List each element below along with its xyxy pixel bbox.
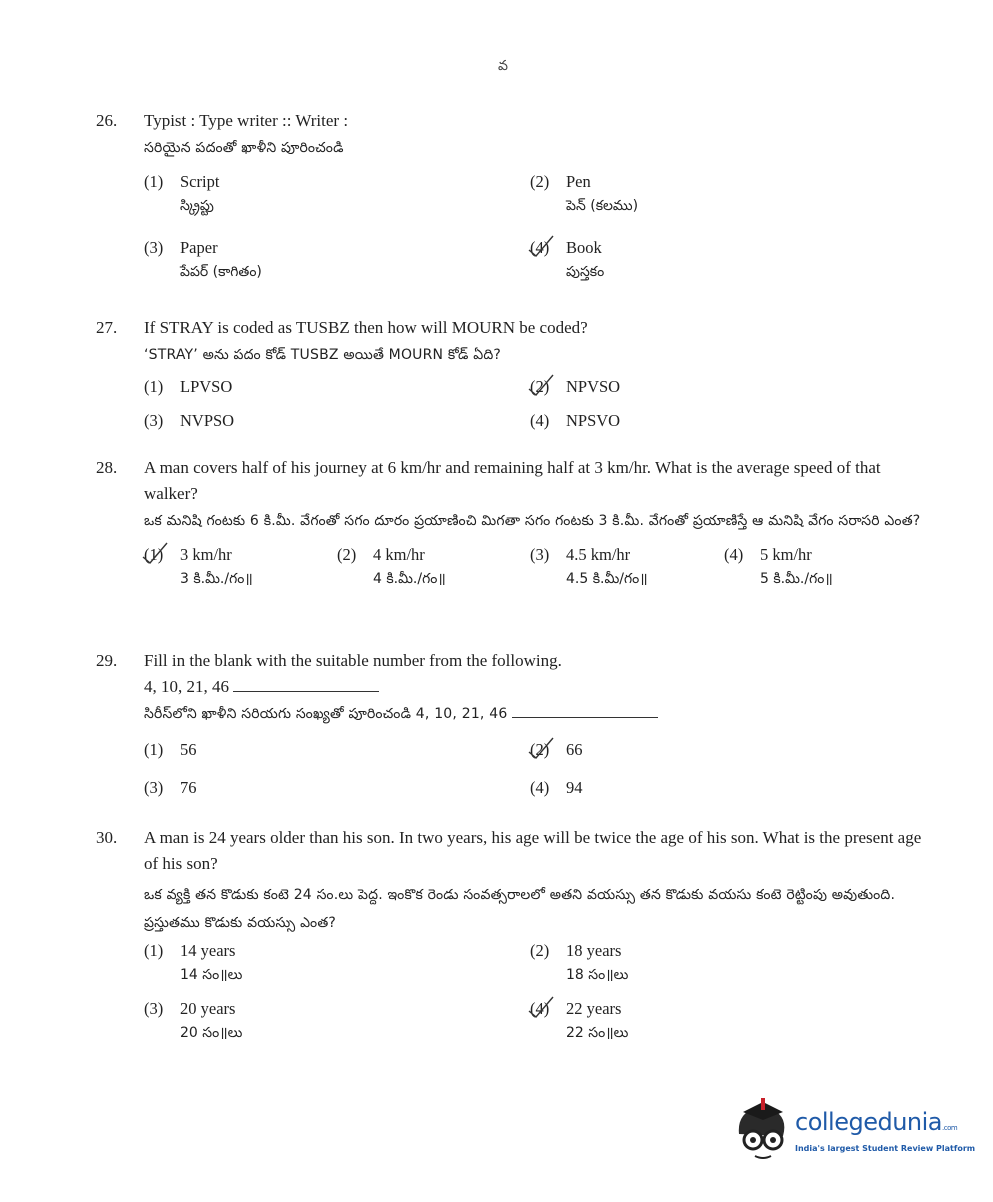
option-number: (2) [530,941,550,960]
question-30 [96,825,936,1057]
option-text-en: Book [566,238,602,257]
option-text-te: స్క్రిప్టు [180,198,214,214]
option-1 [144,172,219,217]
option-text-en: Paper [180,238,218,257]
question-text-te: ఒక మనిషి గంటకు 6 కి.మీ. వేగంతో సగం దూరం ప్రయాణించి మిగతా సగం గంటకు 3 కి.మీ. వేగంతో ప్రయాణిస్తే ఆ మనిషి వేగం సరాసరి ఎంత? [144,513,921,529]
option-number: (4) [530,411,550,430]
option-text-en: 76 [180,778,197,797]
option-text-te: 20 సం॥లు [180,1025,243,1041]
option-number: (1) [144,545,164,564]
option-number: (4) [530,999,550,1018]
option-text-en: 3 km/hr [180,545,232,564]
option-text-te: 3 కి.మీ./గం॥ [180,571,253,587]
option-1 [144,941,242,986]
option-2 [530,941,628,986]
collegedunia-logo [733,1096,976,1176]
option-text-te: పెన్ (కలము) [566,198,639,214]
option-text-en: 5 km/hr [760,545,812,564]
option-text-en: 94 [566,778,583,797]
option-text-en: 22 years [566,999,622,1018]
option-4 [530,778,583,798]
logo-tagline: India's largest Student Review Platform [795,1144,976,1153]
option-number: (3) [144,999,164,1018]
option-number: (2) [530,172,550,191]
option-number: (4) [724,545,744,564]
logo-name: collegedunia [795,1108,943,1136]
option-text-en: 4 km/hr [373,545,425,564]
page-number-mark: వ [498,59,508,74]
answer-blank [512,717,658,718]
question-text-en: A man covers half of his journey at 6 km/hr and remaining half at 3 km/hr. What is the average speed of that walker? [144,458,881,503]
option-2 [530,740,583,760]
option-text-en: LPVSO [180,377,233,396]
option-text-te: 4 కి.మీ./గం॥ [373,571,446,587]
options [144,377,936,443]
option-text-en: Script [180,172,220,191]
option-number: (2) [530,377,550,396]
option-text-te: 4.5 కి.మీ/గం॥ [566,571,648,587]
student-mascot-icon [733,1096,793,1168]
option-4 [530,999,628,1044]
question-text-en: If STRAY is coded as TUSBZ then how will MOURN be coded? [144,318,588,337]
option-4 [724,545,833,590]
question-text-te-content: సిరీస్‌లోని ఖాళీని సరియగు సంఖ్యతో పూరించండి 4, 10, 21, 46 [144,706,508,722]
option-number: (1) [144,740,164,759]
option-number: (1) [144,172,164,191]
option-number: (4) [530,238,550,257]
options [144,545,936,601]
options [144,740,936,812]
option-1 [144,545,253,590]
option-text-en: 56 [180,740,197,759]
option-text-te: 22 సం॥లు [566,1025,629,1041]
options [144,941,936,1057]
option-3 [144,411,234,431]
option-number: (2) [530,740,550,759]
option-number: (1) [144,941,164,960]
logo-wordmark [795,1108,957,1136]
option-number: (3) [144,411,164,430]
option-3 [144,238,262,283]
option-number: (4) [530,778,550,797]
option-text-en: 20 years [180,999,236,1018]
option-text-en: 18 years [566,941,622,960]
option-1 [144,377,232,397]
option-number: (3) [144,778,164,797]
answer-blank [233,691,379,692]
option-text-en: Pen [566,172,591,191]
question-number: 29. [96,651,118,670]
option-2 [337,545,446,590]
question-text-te: ఒక వ్యక్తి తన కొడుకు కంటె 24 సం.లు పెద్ద. ఇంకొక రెండు సంవత్సరాలలో అతని వయస్సు తన కొడుకు వయసు కంటె రెట్టింపు అవుతుంది. ప్రస్తుతము కొడుకు వయస్సు ఎంత? [144,887,896,931]
option-number: (1) [144,377,164,396]
option-3 [530,545,648,590]
option-text-te: పేపర్ (కాగితం) [180,264,262,280]
question-text-te: ‘STRAY’ అను పదం కోడ్ TUSBZ అయితే MOURN కోడ్ ఏది? [144,347,502,363]
option-4 [530,411,620,431]
option-text-en: 14 years [180,941,236,960]
question-text-en: A man is 24 years older than his son. In two years, his age will be twice the age of his son. What is the present age of his son? [144,828,922,873]
option-text-en: NPSVO [566,411,621,430]
series-values: 4, 10, 21, 46 [144,677,229,696]
options [144,172,936,302]
option-text-te: 18 సం॥లు [566,967,629,983]
option-number: (3) [530,545,550,564]
option-text-en: 4.5 km/hr [566,545,631,564]
question-28 [96,455,936,601]
option-number: (3) [144,238,164,257]
question-text-te: సరియైన పదంతో ఖాళీని పూరించండి [144,140,344,156]
question-number: 27. [96,318,118,337]
question-29 [96,648,936,812]
number-series [144,674,936,700]
option-2 [530,172,638,217]
question-text-te [144,700,936,728]
option-text-en: 66 [566,740,583,759]
option-text-en: NVPSO [180,411,235,430]
option-text-te: 5 కి.మీ./గం॥ [760,571,833,587]
question-26 [96,108,936,302]
question-27 [96,315,936,443]
option-3 [144,778,197,798]
option-text-en: NPVSO [566,377,621,396]
question-text-en: Typist : Type writer :: Writer : [144,111,349,130]
logo-suffix: .com [942,1124,958,1132]
question-number: 28. [96,458,118,477]
option-2 [530,377,620,397]
option-1 [144,740,197,760]
question-number: 26. [96,111,118,130]
option-3 [144,999,242,1044]
question-text-en: Fill in the blank with the suitable number from the following. [144,651,562,670]
option-4 [530,238,604,283]
option-text-te: 14 సం॥లు [180,967,243,983]
option-text-te: పుస్తకం [566,264,605,280]
question-number: 30. [96,828,118,847]
option-number: (2) [337,545,357,564]
